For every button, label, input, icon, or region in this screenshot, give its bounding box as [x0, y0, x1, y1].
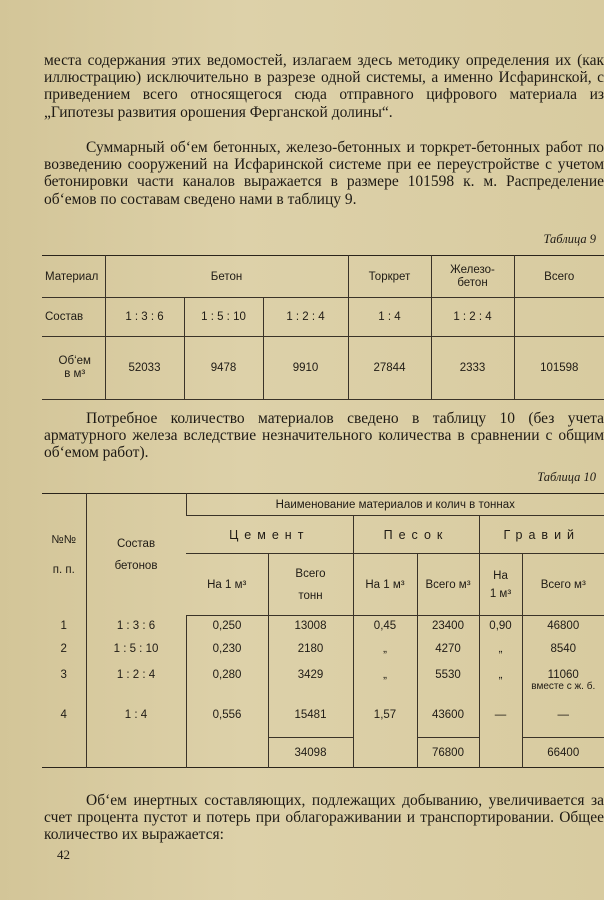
- table-10-cell: 43600: [417, 705, 479, 738]
- table-10-cell: 1 : 5 : 10: [86, 639, 186, 665]
- table-10-cell: 1 : 2 : 4: [86, 665, 186, 705]
- table-9-header-material: Материал: [42, 256, 105, 298]
- table-10-cell: 2: [60, 642, 67, 655]
- table-10-header-cement: Цемент: [186, 516, 353, 554]
- table-10-header-number-line2: п. п.: [52, 563, 75, 576]
- table-10-total-cell: [479, 738, 522, 768]
- table-10-header-composition-line2: бетонов: [114, 559, 158, 572]
- table-9-cell: 9910: [263, 337, 348, 400]
- table-10-subheader-line1: На: [493, 569, 508, 582]
- table-9-cell: 1 : 2 : 4: [431, 298, 514, 337]
- table-10-total-cell: 66400: [522, 738, 604, 768]
- table-9-cell: 1 : 5 : 10: [184, 298, 263, 337]
- table-10-subheader-line1: Всего: [295, 567, 326, 580]
- table-9-label-volume-line1: Об‘ем: [58, 355, 91, 367]
- table-10-cell: 15481: [268, 705, 353, 738]
- table-10-cell: 0,250: [186, 616, 268, 639]
- table-9-header-torkret: Торкрет: [348, 256, 431, 298]
- table-9: [42, 255, 604, 400]
- table-10-cell: „: [353, 665, 417, 705]
- table-9-header-total: Всего: [514, 256, 604, 298]
- table-9-cell: 27844: [348, 337, 431, 400]
- table-10-cell: —: [522, 705, 604, 738]
- paragraph-intro: места содержания этих ведомостей, излагаем здесь методику определения их (как иллюстрацию) исключительно в разрезе одной системы, а именно Исфаринской, с приведением всего относящегося сюда отправного цифрового материала из „Гипотезы развития орошения Ферганской долины“.: [44, 52, 604, 121]
- table-9-header-rc: [431, 256, 514, 298]
- table-9-cell: 9478: [184, 337, 263, 400]
- table-9-cell: 101598: [514, 337, 604, 400]
- table-9-caption: Таблица 9: [543, 232, 596, 246]
- table-9-cell: 2333: [431, 337, 514, 400]
- table-9-label-volume: [42, 337, 105, 400]
- table-10-total-cell: [42, 738, 86, 768]
- table-10-cell: 46800: [522, 616, 604, 639]
- table-9-header-rc-line2: бетон: [457, 276, 488, 289]
- table-9-header-concrete: Бетон: [105, 256, 348, 298]
- table-10-cell: 8540: [522, 639, 604, 665]
- table-10-cell: 3: [60, 668, 67, 681]
- paragraph-volume: Суммарный об‘ем бетонных, железо-бетонных и торкрет-бетонных работ по возведению сооружений на Исфаринской системе при ее переустройстве с учетом бетонировки части каналов выражается в размере 101598 к. м. Распределение об‘емов по составам сведено нами в таблицу 9.: [44, 139, 604, 208]
- table-10-cell: 0,45: [353, 616, 417, 639]
- table-10-header-composition: [86, 494, 186, 616]
- table-10-cell: —: [479, 705, 522, 738]
- table-10-cell: 1,57: [353, 705, 417, 738]
- table-10-gravel-note: вместе с ж. б.: [531, 680, 596, 692]
- table-10-cell: 4: [60, 708, 67, 721]
- table-10-subheader: На 1 м³: [186, 554, 268, 616]
- table-10-header-composition-line1: Состав: [116, 537, 156, 550]
- table-10-total-cell: [353, 738, 417, 768]
- table-10-subheader: [479, 554, 522, 616]
- table-10-cell: „: [479, 665, 522, 705]
- table-10-cell: „: [479, 639, 522, 665]
- table-10-header-number: [42, 494, 86, 616]
- table-10-cell: 23400: [417, 616, 479, 639]
- table-10: [42, 493, 604, 768]
- table-10-subheader: Всего м³: [417, 554, 479, 616]
- table-10-cell: 3429: [268, 665, 353, 705]
- table-10-subheader-line2: тонн: [298, 589, 323, 602]
- table-10-cell: 0,556: [186, 705, 268, 738]
- table-10-cell: 1 : 3 : 6: [86, 616, 186, 639]
- table-10-total-cell: [186, 738, 268, 768]
- table-10-total-cell: 34098: [268, 738, 353, 768]
- table-10-subheader-line2: 1 м³: [489, 587, 512, 600]
- table-10-cell: 0,230: [186, 639, 268, 665]
- table-9-cell: 1 : 4: [348, 298, 431, 337]
- table-9-cell: 1 : 2 : 4: [263, 298, 348, 337]
- table-9-label-volume-line2: в м³: [64, 368, 86, 380]
- table-10-cell: 1: [60, 619, 67, 632]
- table-10-total-cell: 76800: [417, 738, 479, 768]
- table-10-total-cell: [86, 738, 186, 768]
- table-10-cell: 4270: [417, 639, 479, 665]
- table-10-gravel-value: 11060: [547, 668, 579, 681]
- table-10-cell: 2180: [268, 639, 353, 665]
- table-10-header-number-line1: №№: [51, 533, 77, 546]
- table-10-cell: 0,90: [479, 616, 522, 639]
- table-10-cell: 0,280: [186, 665, 268, 705]
- table-10-cell: 13008: [268, 616, 353, 639]
- table-10-cell: „: [353, 639, 417, 665]
- table-10-subheader: Всего м³: [522, 554, 604, 616]
- table-10-cell: 1 : 4: [86, 705, 186, 738]
- table-9-cell: [514, 298, 604, 337]
- table-10-cell: 5530: [417, 665, 479, 705]
- table-10-subheader: На 1 м³: [353, 554, 417, 616]
- table-9-header-rc-line1: Железо-: [450, 263, 495, 276]
- table-10-header-group: Наименование материалов и колич в тоннах: [186, 494, 604, 516]
- page-number: 42: [57, 847, 70, 862]
- table-9-cell: 1 : 3 : 6: [105, 298, 184, 337]
- table-9-label-composition: Состав: [42, 298, 105, 337]
- paragraph-inert: Об‘ем инертных составляющих, подлежащих добыванию, увеличивается за счет процента пустот и потерь при облагораживании и транспортировании. Общее количество их выражается:: [44, 792, 604, 844]
- table-10-header-gravel: Гравий: [479, 516, 604, 554]
- table-10-subheader: [268, 554, 353, 616]
- paragraph-materials: Потребное количество материалов сведено в таблицу 10 (без учета арматурного железа вследствие незначительного количества в сравнении с общим об‘емом работ).: [44, 410, 604, 462]
- table-10-cell: [522, 665, 604, 705]
- table-10-header-sand: Песок: [353, 516, 479, 554]
- table-10-caption: Таблица 10: [537, 470, 596, 484]
- table-9-cell: 52033: [105, 337, 184, 400]
